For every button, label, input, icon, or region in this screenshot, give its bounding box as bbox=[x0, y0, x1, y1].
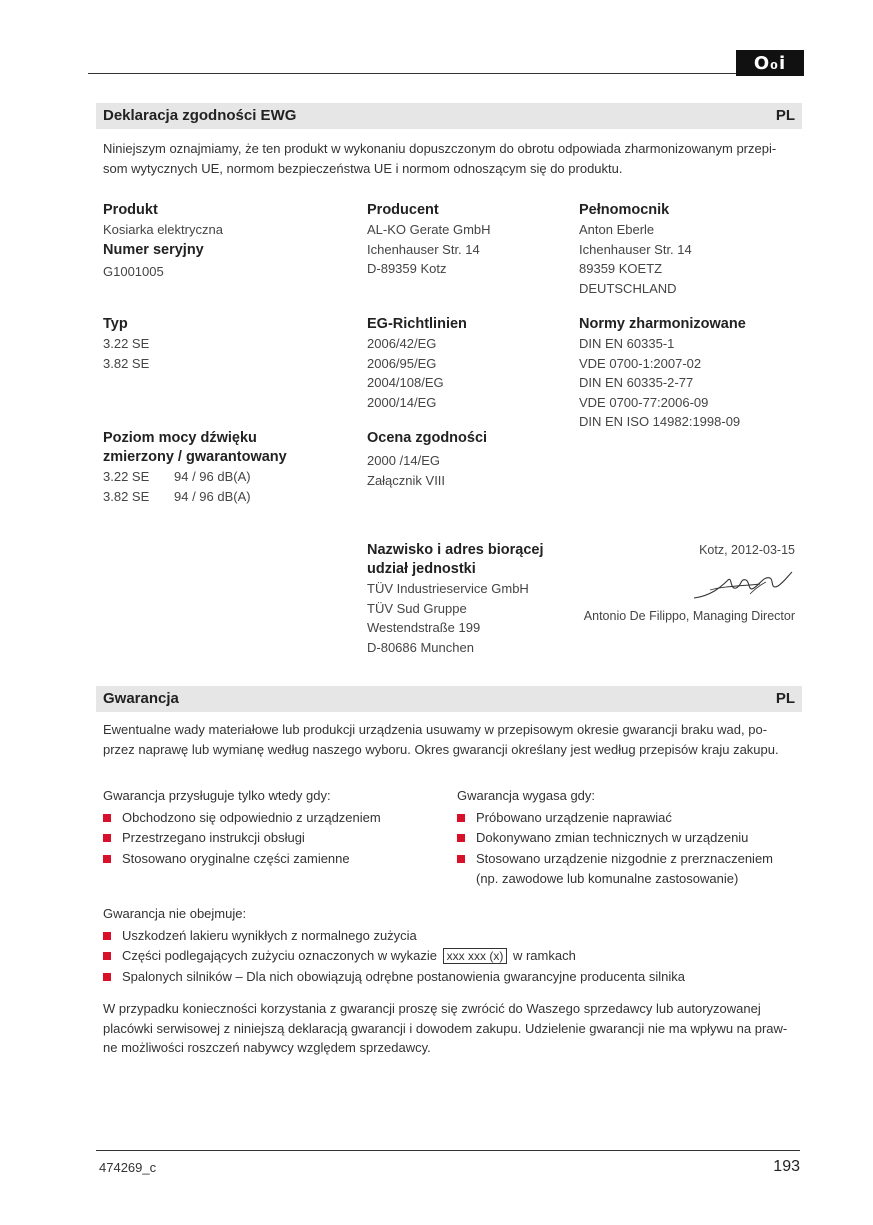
warranty-void-list bbox=[457, 786, 802, 889]
list-item: Obchodzono się odpowiednio z urządzeniem bbox=[103, 808, 443, 829]
warranty-section-header bbox=[96, 686, 802, 712]
list-item: Stosowano oryginalne części zamienne bbox=[103, 849, 443, 870]
list-item: Części podlegających zużyciu oznaczonych w wykazie xxx xxx (x) w ramkach bbox=[103, 946, 803, 967]
language-code: PL bbox=[775, 690, 795, 707]
directives-label: EG-Richtlinien bbox=[367, 316, 467, 332]
list-item: Uszkodzeń lakieru wynikłych z normalnego zużycia bbox=[103, 926, 803, 947]
document-id: 474269_c bbox=[99, 1160, 157, 1175]
conformity-label: Ocena zgodności bbox=[367, 430, 488, 446]
void-heading: Gwarancja wygasa gdy: bbox=[457, 788, 596, 803]
language-code: PL bbox=[775, 107, 795, 124]
warranty-exclusions bbox=[103, 904, 803, 987]
declaration-section-header bbox=[96, 103, 802, 129]
serial-value: G1001005 bbox=[103, 263, 164, 279]
type-label: Typ bbox=[103, 316, 128, 332]
product-value: Kosiarka elektryczna bbox=[103, 222, 223, 237]
info-tools-icon: O₀i bbox=[736, 50, 804, 76]
manufacturer-block: Producent AL-KO Gerate GmbH Ichenhauser Str. 14 D-89359 Kotz bbox=[367, 201, 567, 279]
signatory: Antonio De Filippo, Managing Director bbox=[583, 609, 795, 623]
notified-body-label: Nazwisko i adres biorącej bbox=[367, 542, 544, 558]
manufacturer-label: Producent bbox=[367, 202, 439, 218]
list-item: Stosowano urządzenie nizgodnie z prerznaczeniem bbox=[457, 849, 802, 870]
list-item: Dokonywano zmian technicznych w urządzeniu bbox=[457, 828, 802, 849]
type-block: Typ 3.22 SE 3.82 SE bbox=[103, 315, 353, 373]
list-item: Spalonych silników – Dla nich obowiązują odrębne postanowienia gwarancyjne producenta silnika bbox=[103, 967, 803, 988]
list-item: Próbowano urządzenie naprawiać bbox=[457, 808, 802, 829]
page-number: 193 bbox=[773, 1158, 800, 1175]
product-label: Produkt bbox=[103, 202, 158, 218]
serial-label: Numer seryjny bbox=[103, 241, 204, 258]
product-block bbox=[103, 201, 353, 281]
exclusions-heading: Gwarancja nie obejmuje: bbox=[103, 906, 247, 921]
header-rule bbox=[88, 73, 800, 74]
declaration-intro: Niniejszym oznajmiamy, że ten produkt w wykonaniu dopuszczonym do obrotu odpowiada zharmonizowanym przepi- som wytycznych UE, normom bezpieczeństwa UE i normom odnoszącym się do produktu. bbox=[103, 141, 777, 176]
list-item: Przestrzegano instrukcji obsługi bbox=[103, 828, 443, 849]
warranty-title: Gwarancja bbox=[103, 690, 179, 707]
valid-heading: Gwarancja przysługuje tylko wtedy gdy: bbox=[103, 788, 331, 803]
place-date: Kotz, 2012-03-15 bbox=[699, 543, 795, 557]
signature-image bbox=[690, 566, 795, 606]
sound-label: Poziom mocy dźwięku bbox=[103, 430, 257, 446]
void-note: (np. zawodowe lub komunalne zastosowanie) bbox=[476, 871, 739, 886]
representative-label: Pełnomocnik bbox=[579, 202, 670, 218]
warranty-intro: Ewentualne wady materiałowe lub produkcji urządzenia usuwamy w przepisowym okresie gwarancji braku wad, po- przez naprawę lub wymianę według naszego wyboru. Okres gwarancji określany jest według przepisów kraju zakupu. bbox=[103, 722, 779, 757]
directives-block: EG-Richtlinien 2006/42/EG 2006/95/EG 2004/108/EG 2000/14/EG bbox=[367, 315, 567, 412]
sound-row: 3.82 SE 94 / 96 dB(A) bbox=[103, 488, 251, 504]
sound-row: 3.22 SE 94 / 96 dB(A) bbox=[103, 469, 251, 484]
norms-block: Normy zharmonizowane DIN EN 60335-1 VDE 0700-1:2007-02 DIN EN 60335-2-77 VDE 0700-77:2006-09 DIN EN ISO 14982:1998-09 bbox=[579, 315, 801, 432]
representative-block: Pełnomocnik Anton Eberle Ichenhauser Str. 14 89359 KOETZ DEUTSCHLAND bbox=[579, 201, 801, 298]
sound-level-block: Poziom mocy dźwięku zmierzony / gwarantowany 3.22 SE 94 / 96 dB(A) 3.82 SE 94 / 96 dB(A) bbox=[103, 429, 353, 506]
warranty-valid-list bbox=[103, 786, 443, 869]
conformity-block: Ocena zgodności 2000 /14/EG Załącznik VIII bbox=[367, 429, 567, 490]
declaration-title: Deklaracja zgodności EWG bbox=[103, 107, 297, 124]
notified-body-block: Nazwisko i adres biorącej udział jednostki TÜV Industrieservice GmbH TÜV Sud Gruppe Westendstraße 199 D-80686 Munchen bbox=[367, 541, 587, 657]
part-number-box: xxx xxx (x) bbox=[443, 948, 508, 964]
warranty-closing: W przypadku konieczności korzystania z gwarancji proszę się zwrócić do Waszego sprzedawcy lub autoryzowanej placówki serwisowej z niniejszą deklaracją gwarancji i dowodem zakupu. Udzielenie gwarancji nie ma wpływu na praw- ne możliwości roszczeń nabywcy względem sprzedawcy. bbox=[103, 1001, 788, 1055]
footer-rule bbox=[96, 1150, 800, 1151]
norms-label: Normy zharmonizowane bbox=[579, 316, 746, 332]
